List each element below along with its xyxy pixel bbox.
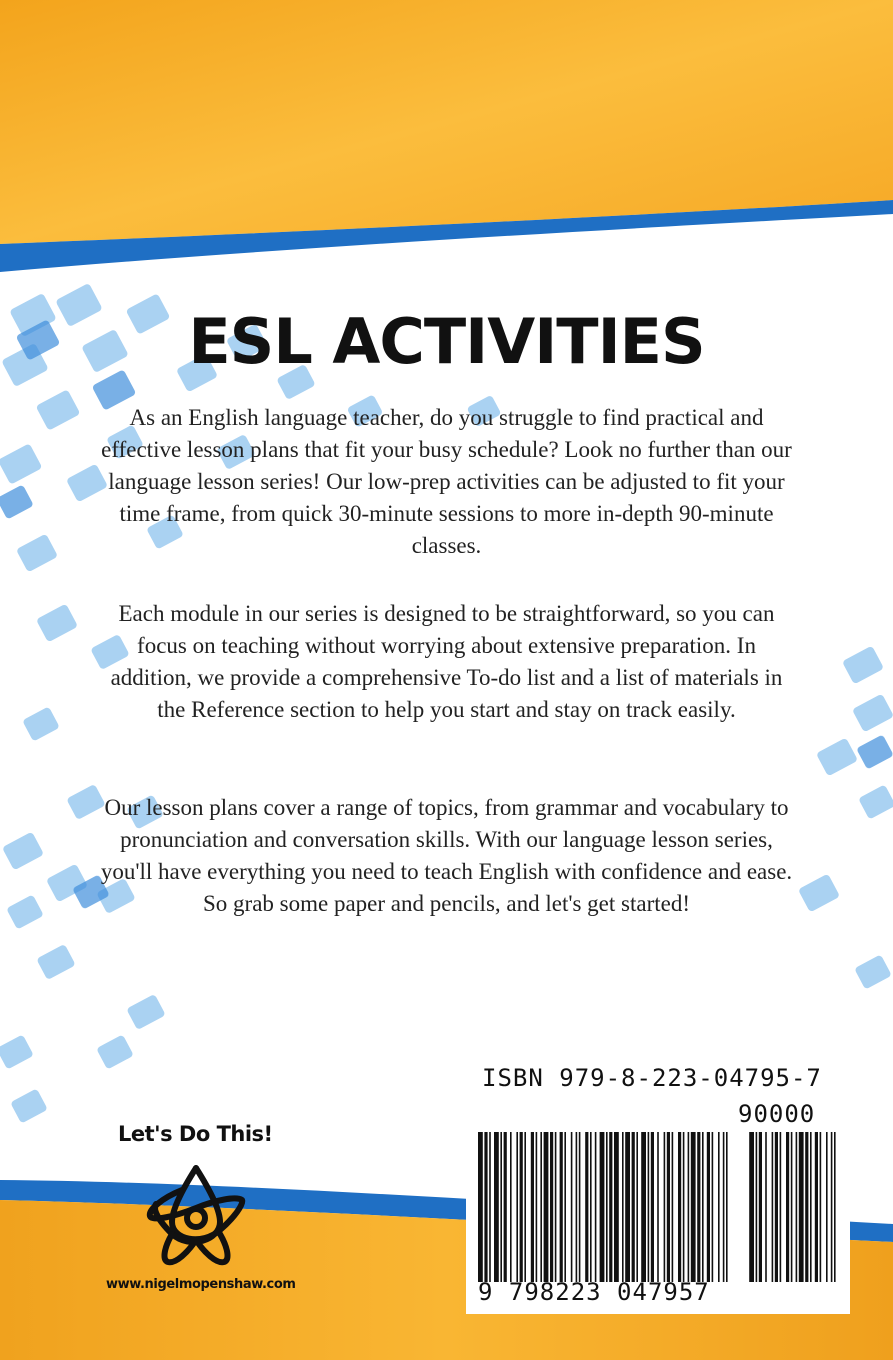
barcode-bar-64 bbox=[820, 1132, 822, 1282]
barcode-bar-24 bbox=[600, 1132, 605, 1282]
barcode-bar-49 bbox=[726, 1132, 728, 1282]
barcode-bar-33 bbox=[648, 1132, 650, 1282]
barcode-bar-54 bbox=[772, 1132, 774, 1282]
barcode-bar-55 bbox=[775, 1132, 778, 1282]
barcode-bar-62 bbox=[810, 1132, 812, 1282]
barcode-bar-29 bbox=[625, 1132, 630, 1282]
barcode-bar-12 bbox=[540, 1132, 542, 1282]
barcode-bar-10 bbox=[531, 1132, 534, 1282]
barcode-bar-8 bbox=[520, 1132, 523, 1282]
description-paragraph-2: Each module in our series is designed to be straightforward, so you can focus on teaching without worrying about extensive preparation. In addition, we provide a comprehensive To-do list and a list of materials in the Reference section to help you start and stay on track easily. bbox=[110, 601, 783, 722]
barcode-bar-56 bbox=[780, 1132, 782, 1282]
barcode-bar-50 bbox=[749, 1132, 754, 1282]
barcode-bar-44 bbox=[702, 1132, 704, 1282]
barcode-bar-16 bbox=[560, 1132, 563, 1282]
barcode-bar-57 bbox=[786, 1132, 789, 1282]
barcode-bar-27 bbox=[614, 1132, 619, 1282]
barcode-bar-21 bbox=[585, 1132, 588, 1282]
barcode-bar-9 bbox=[524, 1132, 526, 1282]
barcode-bar-22 bbox=[590, 1132, 592, 1282]
barcode-bar-20 bbox=[579, 1132, 581, 1282]
barcode-bar-25 bbox=[606, 1132, 608, 1282]
barcode-bar-19 bbox=[576, 1132, 578, 1282]
barcode-bar-1 bbox=[484, 1132, 487, 1282]
barcode-bar-32 bbox=[641, 1132, 646, 1282]
barcode-bar-23 bbox=[595, 1132, 597, 1282]
barcode-bar-65 bbox=[826, 1132, 828, 1282]
barcode-bar-53 bbox=[765, 1132, 767, 1282]
barcode-bar-43 bbox=[697, 1132, 700, 1282]
barcode-bar-42 bbox=[691, 1132, 696, 1282]
barcode-bar-17 bbox=[564, 1132, 566, 1282]
barcode-bar-4 bbox=[500, 1132, 502, 1282]
barcode-bar-7 bbox=[516, 1132, 518, 1282]
barcode-bar-6 bbox=[510, 1132, 512, 1282]
publisher-website: www.nigelmopenshaw.com bbox=[106, 1277, 296, 1292]
barcode-bar-41 bbox=[688, 1132, 690, 1282]
cover-title: ESL ACTIVITIES bbox=[188, 305, 705, 378]
barcode-bar-2 bbox=[489, 1132, 491, 1282]
barcode-bar-35 bbox=[657, 1132, 659, 1282]
barcode-bar-26 bbox=[609, 1132, 612, 1282]
barcode-bar-63 bbox=[815, 1132, 818, 1282]
barcode-bar-11 bbox=[536, 1132, 538, 1282]
barcode-bar-58 bbox=[791, 1132, 793, 1282]
star-knot-logo-icon bbox=[142, 1160, 250, 1270]
barcode-bar-47 bbox=[718, 1132, 720, 1282]
price-code: 90000 bbox=[738, 1100, 816, 1128]
barcode-bar-38 bbox=[672, 1132, 674, 1282]
barcode-bar-37 bbox=[667, 1132, 670, 1282]
barcode-bar-59 bbox=[796, 1132, 798, 1282]
isbn-barcode-block bbox=[466, 1060, 850, 1314]
barcode-bar-28 bbox=[622, 1132, 624, 1282]
barcode-bars bbox=[476, 1132, 840, 1282]
barcode-bar-51 bbox=[756, 1132, 758, 1282]
barcode-number: 9 798223 047957 bbox=[478, 1278, 710, 1306]
barcode-bar-36 bbox=[664, 1132, 666, 1282]
barcode-bar-18 bbox=[571, 1132, 573, 1282]
barcode-bar-40 bbox=[683, 1132, 685, 1282]
barcode-bar-15 bbox=[555, 1132, 557, 1282]
description-paragraph-3: Our lesson plans cover a range of topics, from grammar and vocabulary to pronunciation and conversation skills. With our language lesson series, you'll have everything you need to teach English with confidence and ease. So grab some paper and pencils, and let's get started! bbox=[100, 795, 793, 916]
barcode-bar-48 bbox=[723, 1132, 725, 1282]
barcode-bar-5 bbox=[504, 1132, 507, 1282]
isbn-label: ISBN 979-8-223-04795-7 bbox=[482, 1064, 822, 1092]
barcode-bar-46 bbox=[712, 1132, 714, 1282]
description-paragraph-1: As an English language teacher, do you struggle to find practical and effective lesson plans that fit your busy schedule? Look no further than our language lesson series! Our low-prep activities can be adjusted to fit your time frame, from quick 30-minute sessions to more in-depth 90-minute classes. bbox=[101, 405, 792, 558]
barcode-bar-61 bbox=[805, 1132, 808, 1282]
barcode-bar-31 bbox=[636, 1132, 638, 1282]
barcode-bar-30 bbox=[632, 1132, 635, 1282]
barcode-bar-45 bbox=[707, 1132, 710, 1282]
barcode-bar-39 bbox=[678, 1132, 681, 1282]
barcode-bar-52 bbox=[759, 1132, 762, 1282]
barcode-bar-3 bbox=[494, 1132, 499, 1282]
barcode-bar-14 bbox=[550, 1132, 553, 1282]
publisher-tagline: Let's Do This! bbox=[118, 1122, 273, 1146]
barcode-bar-60 bbox=[799, 1132, 804, 1282]
barcode-bar-34 bbox=[651, 1132, 654, 1282]
barcode-bar-0 bbox=[478, 1132, 483, 1282]
barcode-bar-66 bbox=[831, 1132, 833, 1282]
orange-top-wave bbox=[0, 0, 893, 272]
barcode-bar-13 bbox=[544, 1132, 549, 1282]
barcode-bar-67 bbox=[834, 1132, 836, 1282]
